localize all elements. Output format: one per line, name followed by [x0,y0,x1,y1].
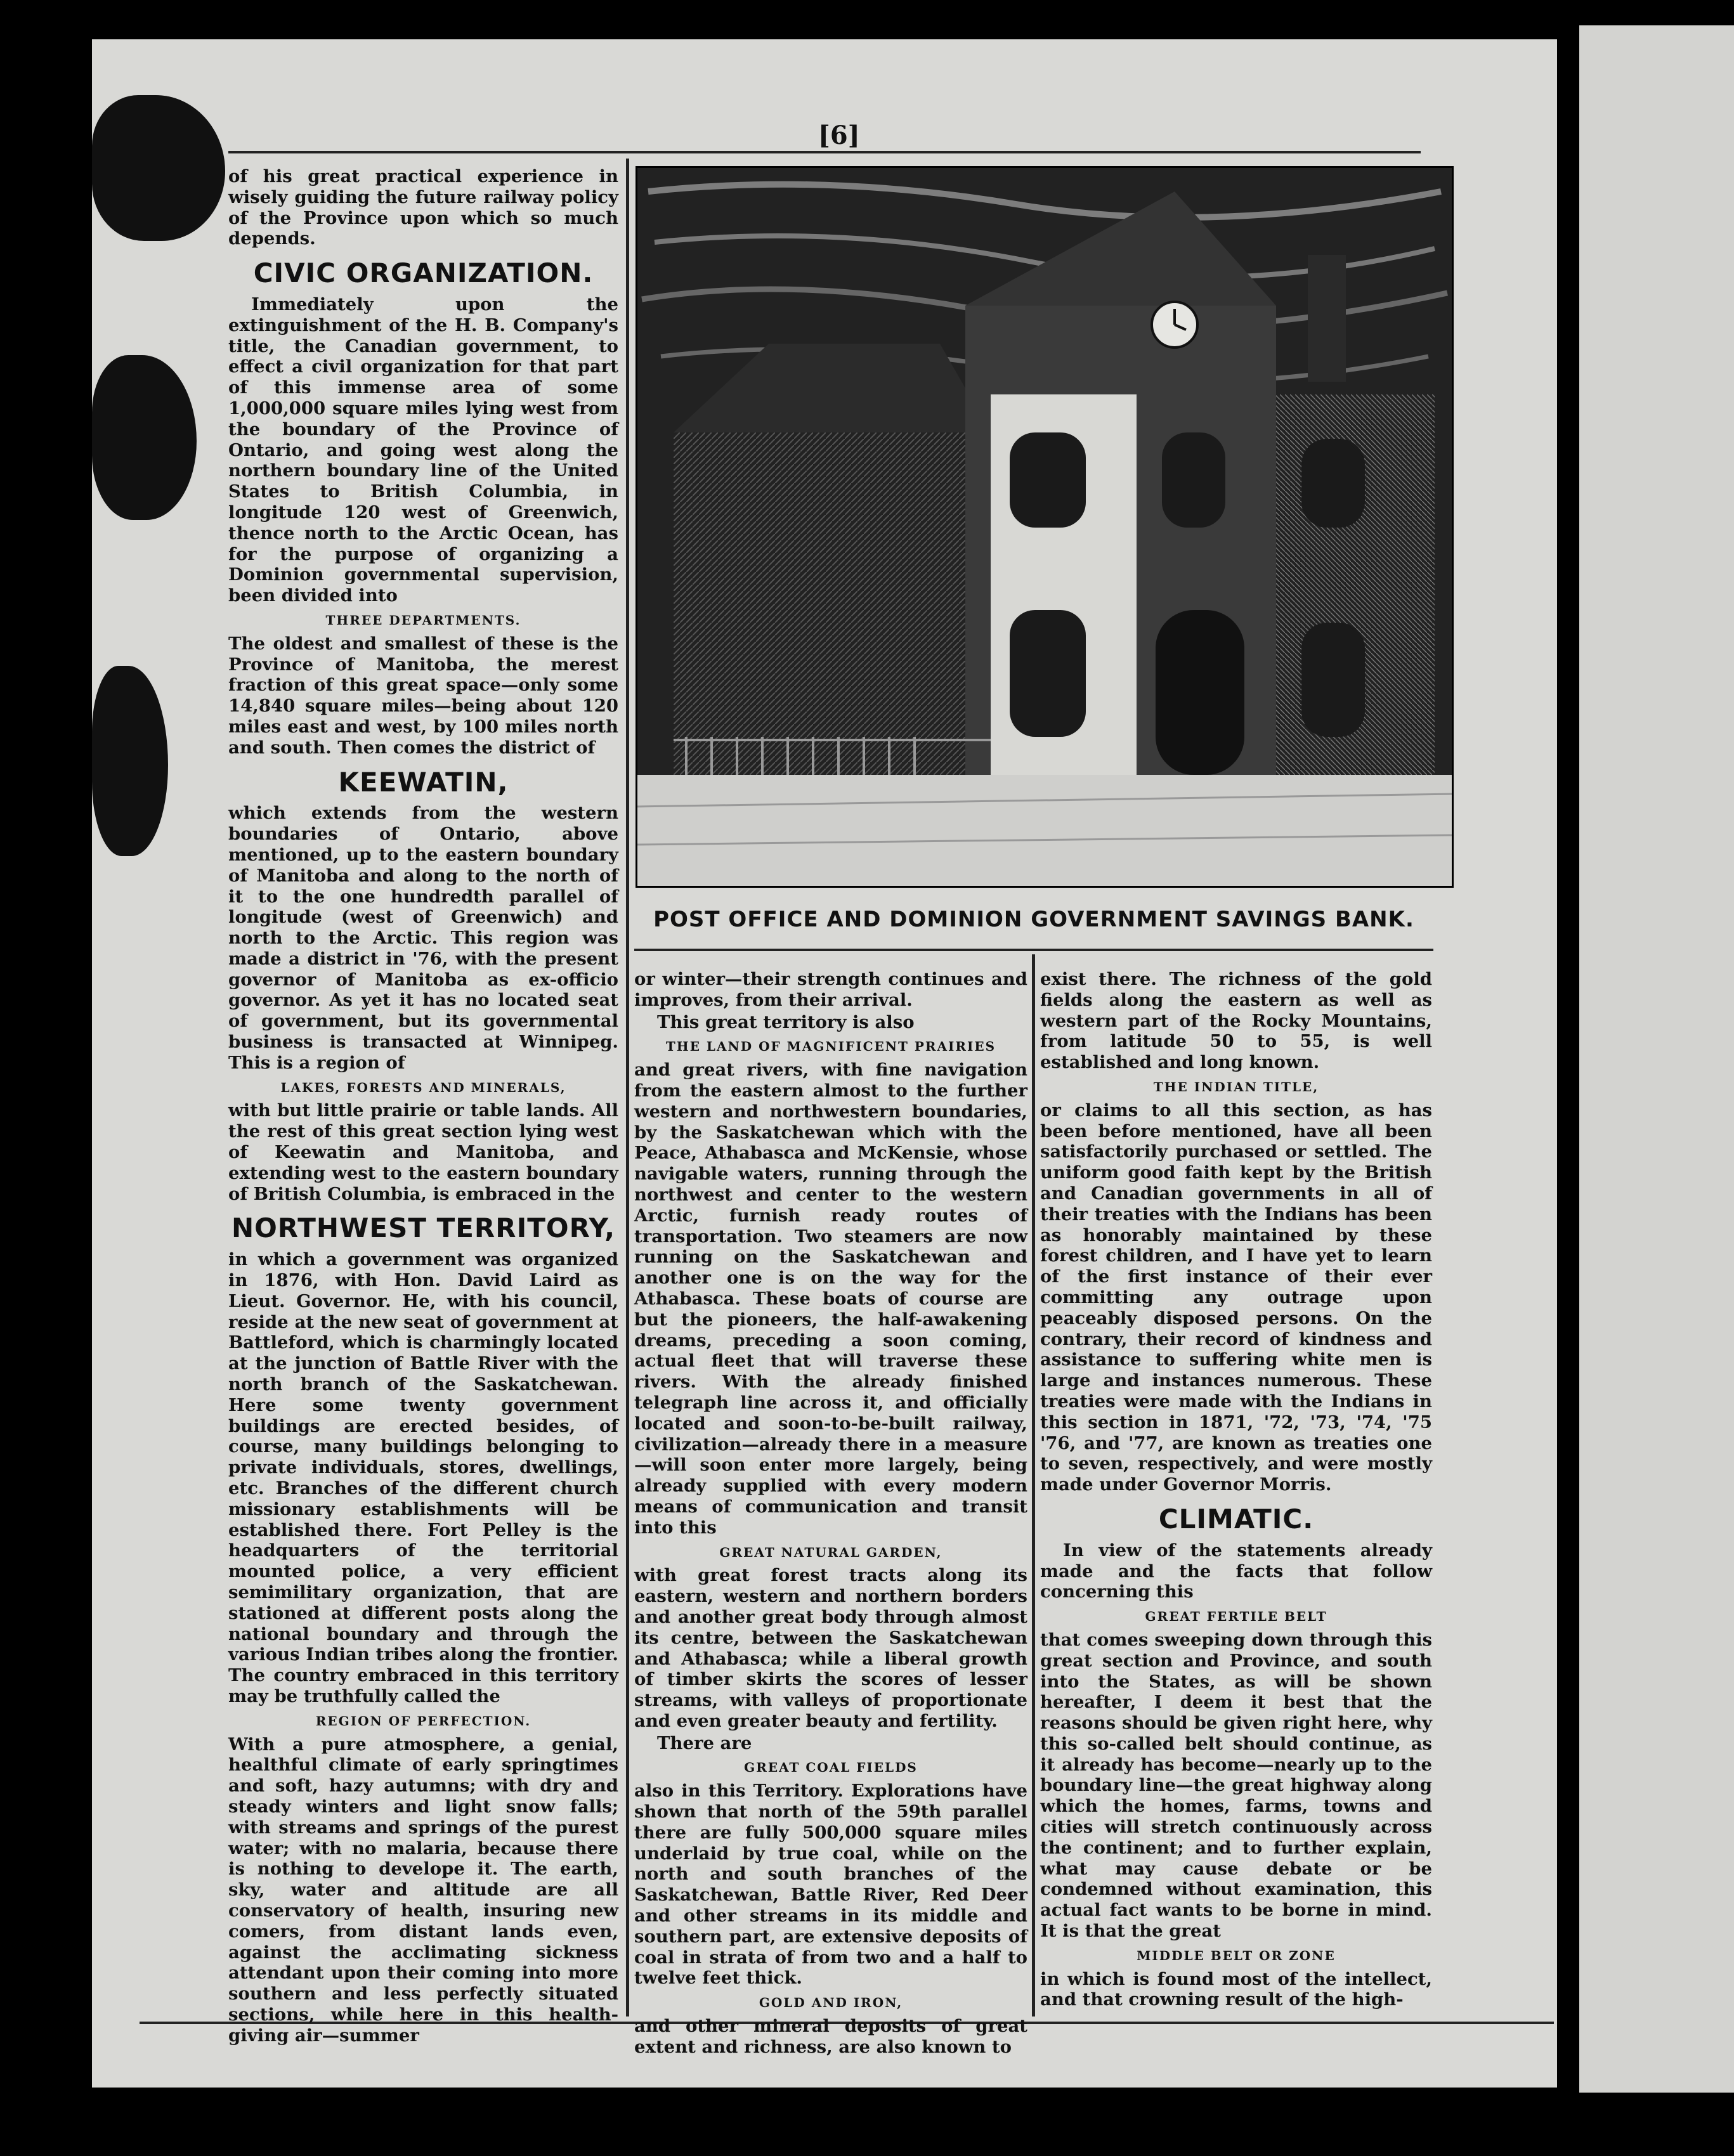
adjacent-page-edge [1579,25,1734,2093]
column-2 [634,969,1027,2059]
paragraph: with great forest tracts along its eastern, western and northern borders and another great body through almost its centre, between the Saskatchewan and Athabasca; while a liberal growth of timber skirts the scores of lesser streams, with valleys of proportionate and even greater beauty and fertility. [634,1565,1027,1731]
post-office-illustration [636,166,1454,888]
page-number: [6] [818,120,860,150]
paragraph: of his great practical experience in wisely guiding the future railway policy of the Province upon which so much depends. [228,166,618,249]
subheading: GREAT COAL FIELDS [744,1760,918,1776]
section-heading: KEEWATIN, [338,766,509,798]
paragraph: which extends from the western boundaries of Ontario, above mentioned, up to the eastern boundary of Manitoba and along to the north of it to the one hundredth parallel of longitude (west of Greenwich) and north to the Arctic. This region was made a district in '76, with the present governor of Manitoba as ex-officio governor. As yet it has no located seat of government, but its governmental business is transacted at Winnipeg. This is a region of [228,803,618,1073]
subheading: MIDDLE BELT OR ZONE [1137,1947,1336,1963]
paragraph: With a pure atmosphere, a genial, healthful climate of early springtimes and soft, hazy autumns; with dry and steady winters and light snow falls; with streams and springs of the purest water; with no malaria, because there is nothing to develope it. The earth, sky, water and altitude are all conservatory of health, insuring new comers, from distant lands even, against the acclimating sickness attendant upon their coming into more southern and less perfectly situated sections, while here in this health-giving air—summer [228,1734,618,2046]
illustration-caption: POST OFFICE AND DOMINION GOVERNMENT SAVINGS BANK. [653,907,1414,932]
subheading: GOLD AND IRON, [759,1995,903,2011]
paragraph: This great territory is also [657,1011,915,1032]
top-rule [228,151,1421,153]
subheading: REGION OF PERFECTION. [315,1713,531,1729]
subheading: LAKES, FORESTS AND MINERALS, [280,1079,566,1095]
paragraph: that comes sweeping down through this great section and Province, and south into the States, as will be shown hereafter, I deem it best that the reasons should be given right here, why this so-called belt should continue, as it already has become—nearly up to the boundary line—the great highway along which the homes, farms, towns and cities will stretch continuously across the continent; and to further explain, what may cause debate or be condemned without examination, this actual fact wants to be borne in mind. It is that the great [1040,1629,1432,1942]
column-rule [1032,954,1035,2016]
paragraph: also in this Territory. Explorations have shown that north of the 59th parallel there are fully 500,000 square miles underlaid by true coal, while on the north and south branches of the Saskatchewan, Battle River, Red Deer and other streams in its middle and southern part, are extensive deposits of coal in strata of from two and a half to twelve feet thick. [634,1781,1027,1989]
paragraph: In view of the statements already made and the facts that follow concerning this [1040,1540,1432,1602]
paragraph: in which is found most of the intellect, and that crowning result of the high- [1040,1968,1432,2010]
paragraph: and other mineral deposits of great extent and richness, are also known to [634,2016,1027,2057]
section-heading: CIVIC ORGANIZATION. [253,257,594,289]
paragraph: and great rivers, with fine navigation from the eastern almost to the further western and northwestern boundaries, by the Saskatchewan which with the Peace, Athabasca and McKensie, whose navigable waters, running through the northwest and center to the western Arctic, furnish ready routes of transportation. Two steamers are now running on the Saskatchewan and another one is on the way for the Athabasca. These boats of course are but the pioneers, the half-awakening dreams, preceding a soon coming, actual fleet that will traverse these rivers. With the already finished telegraph line across it, and officially located and soon-to-be-built railway, civilization—already there in a measure—will soon enter more largely, being already supplied with every modern means of communication and transit into this [634,1060,1027,1538]
column-3 [1040,969,1432,2011]
column-rule [626,159,629,2016]
subheading: GREAT FERTILE BELT [1145,1609,1327,1625]
paragraph: exist there. The richness of the gold fields along the eastern as well as western part of the Rocky Mountains, from latitude 50 to 55, is well established and long known. [1040,969,1432,1073]
paragraph: with but little prairie or table lands. All the rest of this great section lying west of Keewatin and Manitoba, and extending west to the eastern boundary of British Columbia, is embraced in the [228,1100,618,1204]
paragraph: in which a government was organized in 1876, with Hon. David Laird as Lieut. Governor. He, with his council, reside at the new seat of government at Battleford, which is charmingly located at the junction of Battle River with the north branch of the Saskatchewan. Here some twenty government buildings are erected besides, of course, many buildings belonging to private individuals, stores, dwellings, etc. Branches of the different church missionary establishments will be established there. Fort Pelley is the headquarters of the territorial mounted police, a very efficient semimilitary organization, that are stationed at different posts along the national boundary and through the various Indian tribes along the frontier. The country embraced in this territory may be truthfully called the [228,1249,618,1706]
caption-rule [634,949,1433,951]
subheading: THE INDIAN TITLE, [1153,1079,1319,1094]
paragraph: or claims to all this section, as has been before mentioned, have all been satisfactorily purchased or settled. The uniform good faith kept by the British and Canadian governments in all of their treaties with the Indians has been as honorably maintained by these forest children, and I have yet to learn of the first instance of their ever committing any outrage upon peaceably disposed persons. On the contrary, their record of kindness and assistance to suffering white men is large and instances numerous. These treaties were made with the Indians in this section in 1871, '72, '73, '74, '75 '76, and '77, are known as treaties one to seven, respectively, and were mostly made under Governor Morris. [1040,1100,1432,1495]
section-heading: NORTHWEST TERRITORY, [231,1212,616,1244]
paragraph: or winter—their strength continues and improves, from their arrival. [634,969,1027,1010]
section-heading: CLIMATIC. [1158,1503,1314,1535]
subheading: GREAT NATURAL GARDEN, [719,1544,942,1560]
paragraph: Immediately upon the extinguishment of the H. B. Company's title, the Canadian government, to effect a civil organization for that part of this immense area of some 1,000,000 square miles lying west from the boundary of the Province of Ontario, and going west along the northern boundary line of the United States to British Columbia, in longitude 120 west of Greenwich, thence north to the Arctic Ocean, has for the purpose of organizing a Dominion governmental supervision, been divided into [228,294,618,606]
paragraph: The oldest and smallest of these is the Province of Manitoba, the merest fraction of this great space—only some 14,840 square miles—being about 120 miles east and west, by 100 miles north and south. Then comes the district of [228,633,618,758]
subheading: THE LAND OF MAGNIFICENT PRAIRIES [665,1039,996,1055]
column-1 [228,166,618,2048]
paragraph: There are [657,1732,752,1753]
subheading: THREE DEPARTMENTS. [325,612,521,628]
